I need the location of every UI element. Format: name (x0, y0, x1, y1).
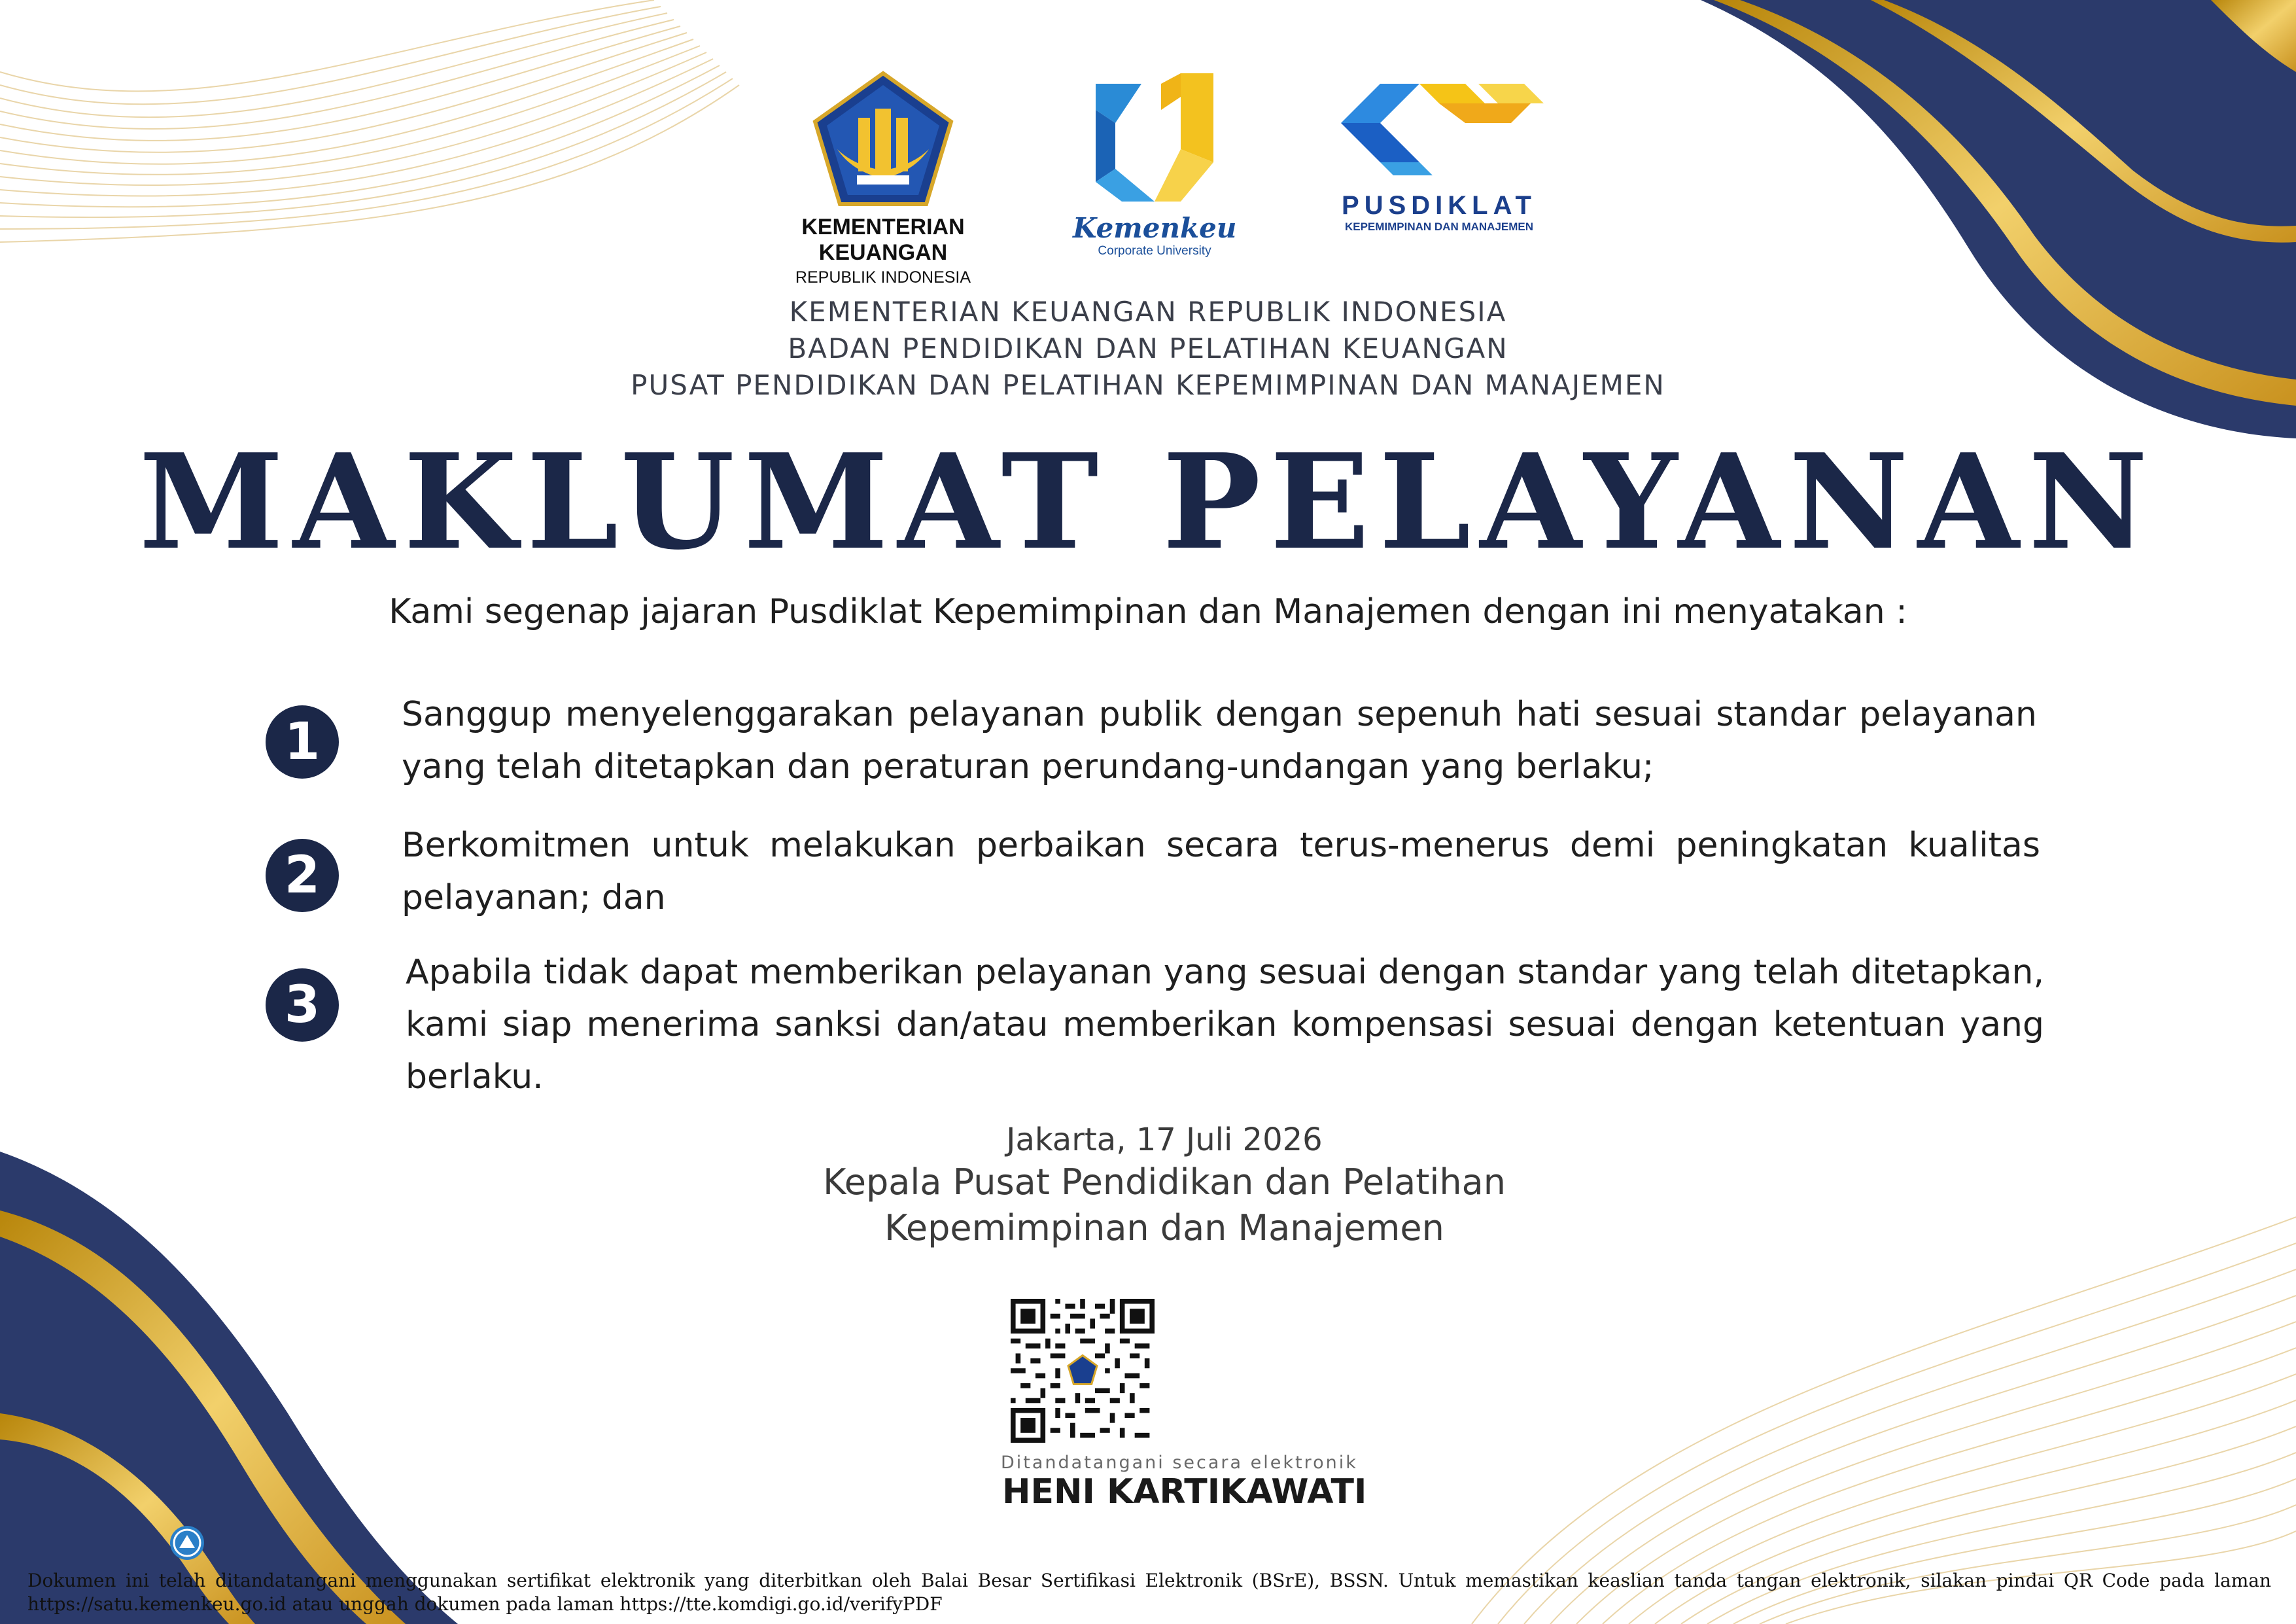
verification-qr-code[interactable] (1011, 1299, 1155, 1443)
signer-position-line-1: Kepala Pusat Pendidikan dan Pelatihan (823, 1161, 1506, 1203)
intro-statement: Kami segenap jajaran Pusdiklat Kepemimpinan dan Manajemen dengan ini menyatakan : (389, 592, 1907, 631)
page-title: MAKLUMAT PELAYANAN (139, 425, 2157, 579)
kemenkeu-logo-name: KEMENTERIAN KEUANGAN (801, 215, 965, 265)
pusdiklat-logo (1321, 77, 1557, 234)
corpu-logo-name: Kemenkeu (1073, 212, 1237, 244)
kemenkeu-logo (739, 71, 1027, 287)
bsre-seal-icon (169, 1525, 205, 1561)
org-line-2: BADAN PENDIDIKAN DAN PELATIHAN KEUANGAN (788, 332, 1508, 364)
item-number-2: 2 (266, 839, 339, 912)
footer-disclaimer: Dokumen ini telah ditandatangani menggunakan sertifikat elektronik yang diterbitkan oleh Balai Besar Sertifikasi Elektronik (BSrE), BSSN. Untuk memastikan keaslian tanda tangan elektronik, silakan pindai QR Code pada laman https://satu.kemenkeu.go.id atau unggah dokumen pada laman https://tte.komdigi.go.id/verifyPDF (27, 1570, 2271, 1615)
pusdiklat-logo-name: PUSDIKLAT (1342, 191, 1537, 220)
org-line-3: PUSAT PENDIDIKAN DAN PELATIHAN KEPEMIMPINAN DAN MANAJEMEN (631, 369, 1665, 401)
item-text-3: Apabila tidak dapat memberikan pelayanan yang sesuai dengan standar yang telah ditetapkan, kami siap menerima sanksi dan/atau memberikan kompensasi sesuai dengan ketentuan yang berlaku. (406, 953, 2044, 1097)
corpu-mark-icon (1083, 71, 1226, 208)
kemenkeu-emblem-icon (811, 71, 955, 208)
signer-name: HENI KARTIKAWATI (1002, 1472, 1367, 1511)
org-line-1: KEMENTERIAN KEUANGAN REPUBLIK INDONESIA (789, 296, 1507, 328)
place-date: Jakarta, 17 Juli 2026 (1006, 1121, 1323, 1158)
electronic-signature-note: Ditandatangani secara elektronik (1001, 1453, 1358, 1473)
signer-position-line-2: Kepemimpinan dan Manajemen (884, 1207, 1444, 1248)
pusdiklat-logo-sub: KEPEMIMPINAN DAN MANAJEMEN (1344, 221, 1534, 233)
corpu-logo-sub: Corporate University (1098, 244, 1211, 258)
gold-lines-bottom-right (1472, 1217, 2296, 1624)
item-number-3: 3 (266, 968, 339, 1042)
item-text-2: Berkomitmen untuk melakukan perbaikan secara terus-menerus demi peningkatan kualitas pelayanan; dan (402, 826, 2040, 917)
corpu-logo (1073, 71, 1236, 258)
item-number-1: 1 (266, 705, 339, 779)
item-text-1: Sanggup menyelenggarakan pelayanan publik dengan sepenuh hati sesuai standar pelayanan yang telah ditetapkan dan peraturan perundang-undangan yang berlaku; (402, 695, 2037, 786)
pusdiklat-mark-icon (1334, 77, 1544, 188)
kemenkeu-logo-sub: REPUBLIK INDONESIA (795, 268, 971, 287)
gold-lines-top-left (0, 0, 739, 242)
